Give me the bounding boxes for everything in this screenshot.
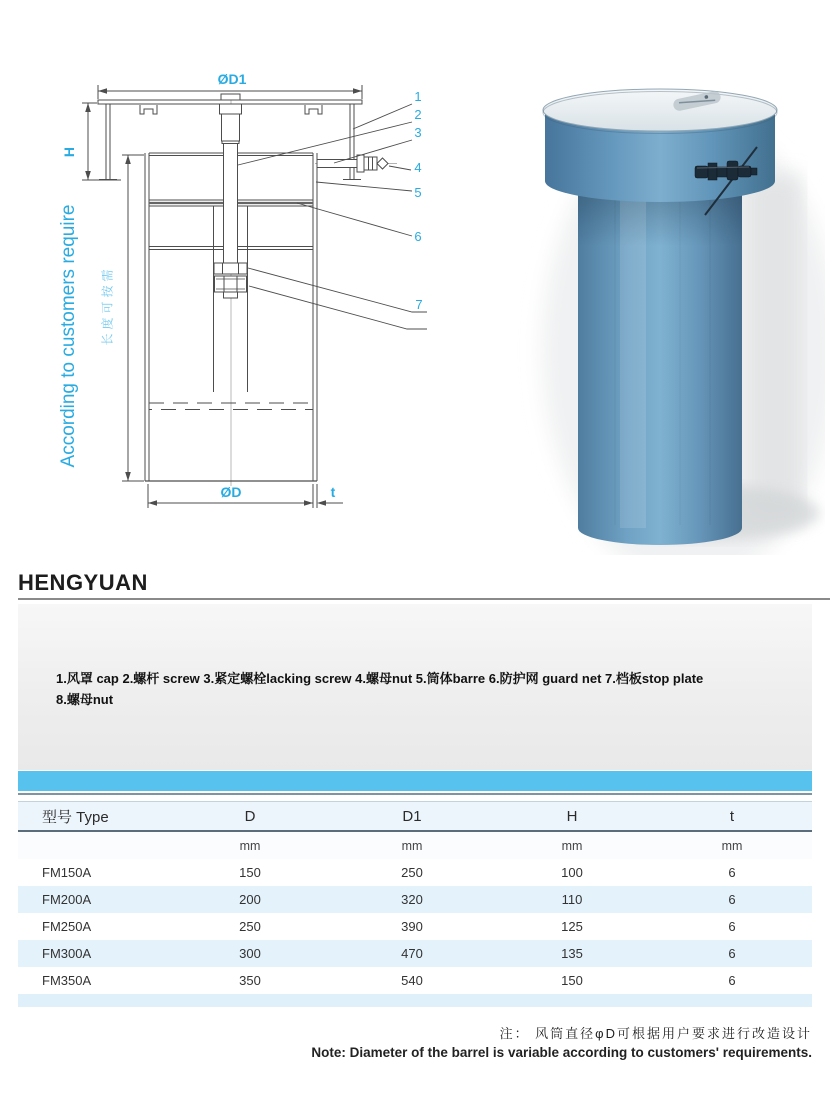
table-row bbox=[18, 940, 812, 967]
product-photo bbox=[495, 55, 825, 555]
value-cell: 150 bbox=[561, 973, 583, 988]
callout-3: 3 bbox=[414, 125, 422, 140]
parts-list-text bbox=[18, 604, 806, 710]
units-cell: mm bbox=[721, 838, 743, 853]
column-header-d1: D1 bbox=[402, 807, 422, 825]
brand-rule bbox=[18, 598, 830, 600]
value-cell: 350 bbox=[239, 973, 261, 988]
value-cell: 6 bbox=[728, 919, 736, 934]
dim-label-h: H bbox=[61, 146, 77, 158]
value-cell: 110 bbox=[561, 892, 583, 907]
units-cell: mm bbox=[561, 838, 583, 853]
model-cell: FM150A bbox=[42, 865, 92, 880]
value-cell: 300 bbox=[239, 946, 261, 961]
units-cell: mm bbox=[401, 838, 423, 853]
spec-table bbox=[18, 771, 812, 1007]
units-cell: mm bbox=[239, 838, 261, 853]
cap-lid bbox=[543, 89, 777, 131]
table-banner bbox=[18, 771, 812, 791]
callout-1: 1 bbox=[414, 89, 422, 104]
column-header-h: H bbox=[566, 807, 578, 825]
table-header-row bbox=[18, 801, 812, 832]
callout-7: 7 bbox=[415, 297, 423, 312]
column-header-d: D bbox=[244, 807, 256, 825]
model-cell: FM300A bbox=[42, 946, 92, 961]
callout-5: 5 bbox=[414, 185, 422, 200]
parts-list-block bbox=[18, 604, 812, 770]
footnote-english: Note: Diameter of the barrel is variable according to customers' requirements. bbox=[311, 1045, 812, 1060]
value-cell: 6 bbox=[728, 973, 736, 988]
footnotes bbox=[311, 1024, 812, 1062]
value-cell: 200 bbox=[239, 892, 261, 907]
value-cell: 390 bbox=[401, 919, 423, 934]
value-cell: 150 bbox=[239, 865, 261, 880]
table-units-row bbox=[18, 832, 812, 859]
dim-label-d1: ØD1 bbox=[217, 71, 247, 87]
value-cell: 100 bbox=[561, 865, 583, 880]
callout-6: 6 bbox=[414, 229, 422, 244]
column-header-t: t bbox=[729, 807, 735, 825]
value-cell: 6 bbox=[728, 946, 736, 961]
value-cell: 470 bbox=[401, 946, 423, 961]
table-row bbox=[18, 913, 812, 940]
table-footer-band bbox=[18, 994, 812, 1007]
value-cell: 135 bbox=[561, 946, 583, 961]
value-cell: 540 bbox=[401, 973, 423, 988]
value-cell: 6 bbox=[728, 865, 736, 880]
model-cell: FM200A bbox=[42, 892, 92, 907]
footnote-chinese: 注： 风筒直径φD可根据用户要求进行改造设计 bbox=[499, 1026, 812, 1041]
vertical-note-english: According to customers require bbox=[58, 204, 79, 468]
parts-list-line1: 1.风罩 cap 2.螺杆 screw 3.紧定螺栓lacking screw 4.螺母nut 5.筒体barre 6.防护网 guard net 7.档板stop plate bbox=[56, 671, 704, 686]
parts-list-line2: 8.螺母nut bbox=[56, 692, 114, 707]
screw-rod bbox=[214, 94, 247, 298]
callout-2: 2 bbox=[414, 107, 422, 122]
value-cell: 125 bbox=[561, 919, 583, 934]
column-header-type: 型号 Type bbox=[42, 808, 109, 826]
table-row bbox=[18, 859, 812, 886]
value-cell: 250 bbox=[239, 919, 261, 934]
value-cell: 6 bbox=[728, 892, 736, 907]
table-row bbox=[18, 967, 812, 994]
model-cell: FM350A bbox=[42, 973, 92, 988]
vertical-note-chinese: 长度可按需 bbox=[100, 265, 115, 346]
dim-label-t: t bbox=[330, 484, 336, 500]
table-row bbox=[18, 886, 812, 913]
value-cell: 250 bbox=[401, 865, 423, 880]
dim-label-d: ØD bbox=[220, 484, 242, 500]
callout-leaders bbox=[238, 104, 427, 329]
callout-4: 4 bbox=[414, 160, 422, 175]
value-cell: 320 bbox=[401, 892, 423, 907]
brand-title: HENGYUAN bbox=[18, 570, 148, 595]
model-cell: FM250A bbox=[42, 919, 92, 934]
